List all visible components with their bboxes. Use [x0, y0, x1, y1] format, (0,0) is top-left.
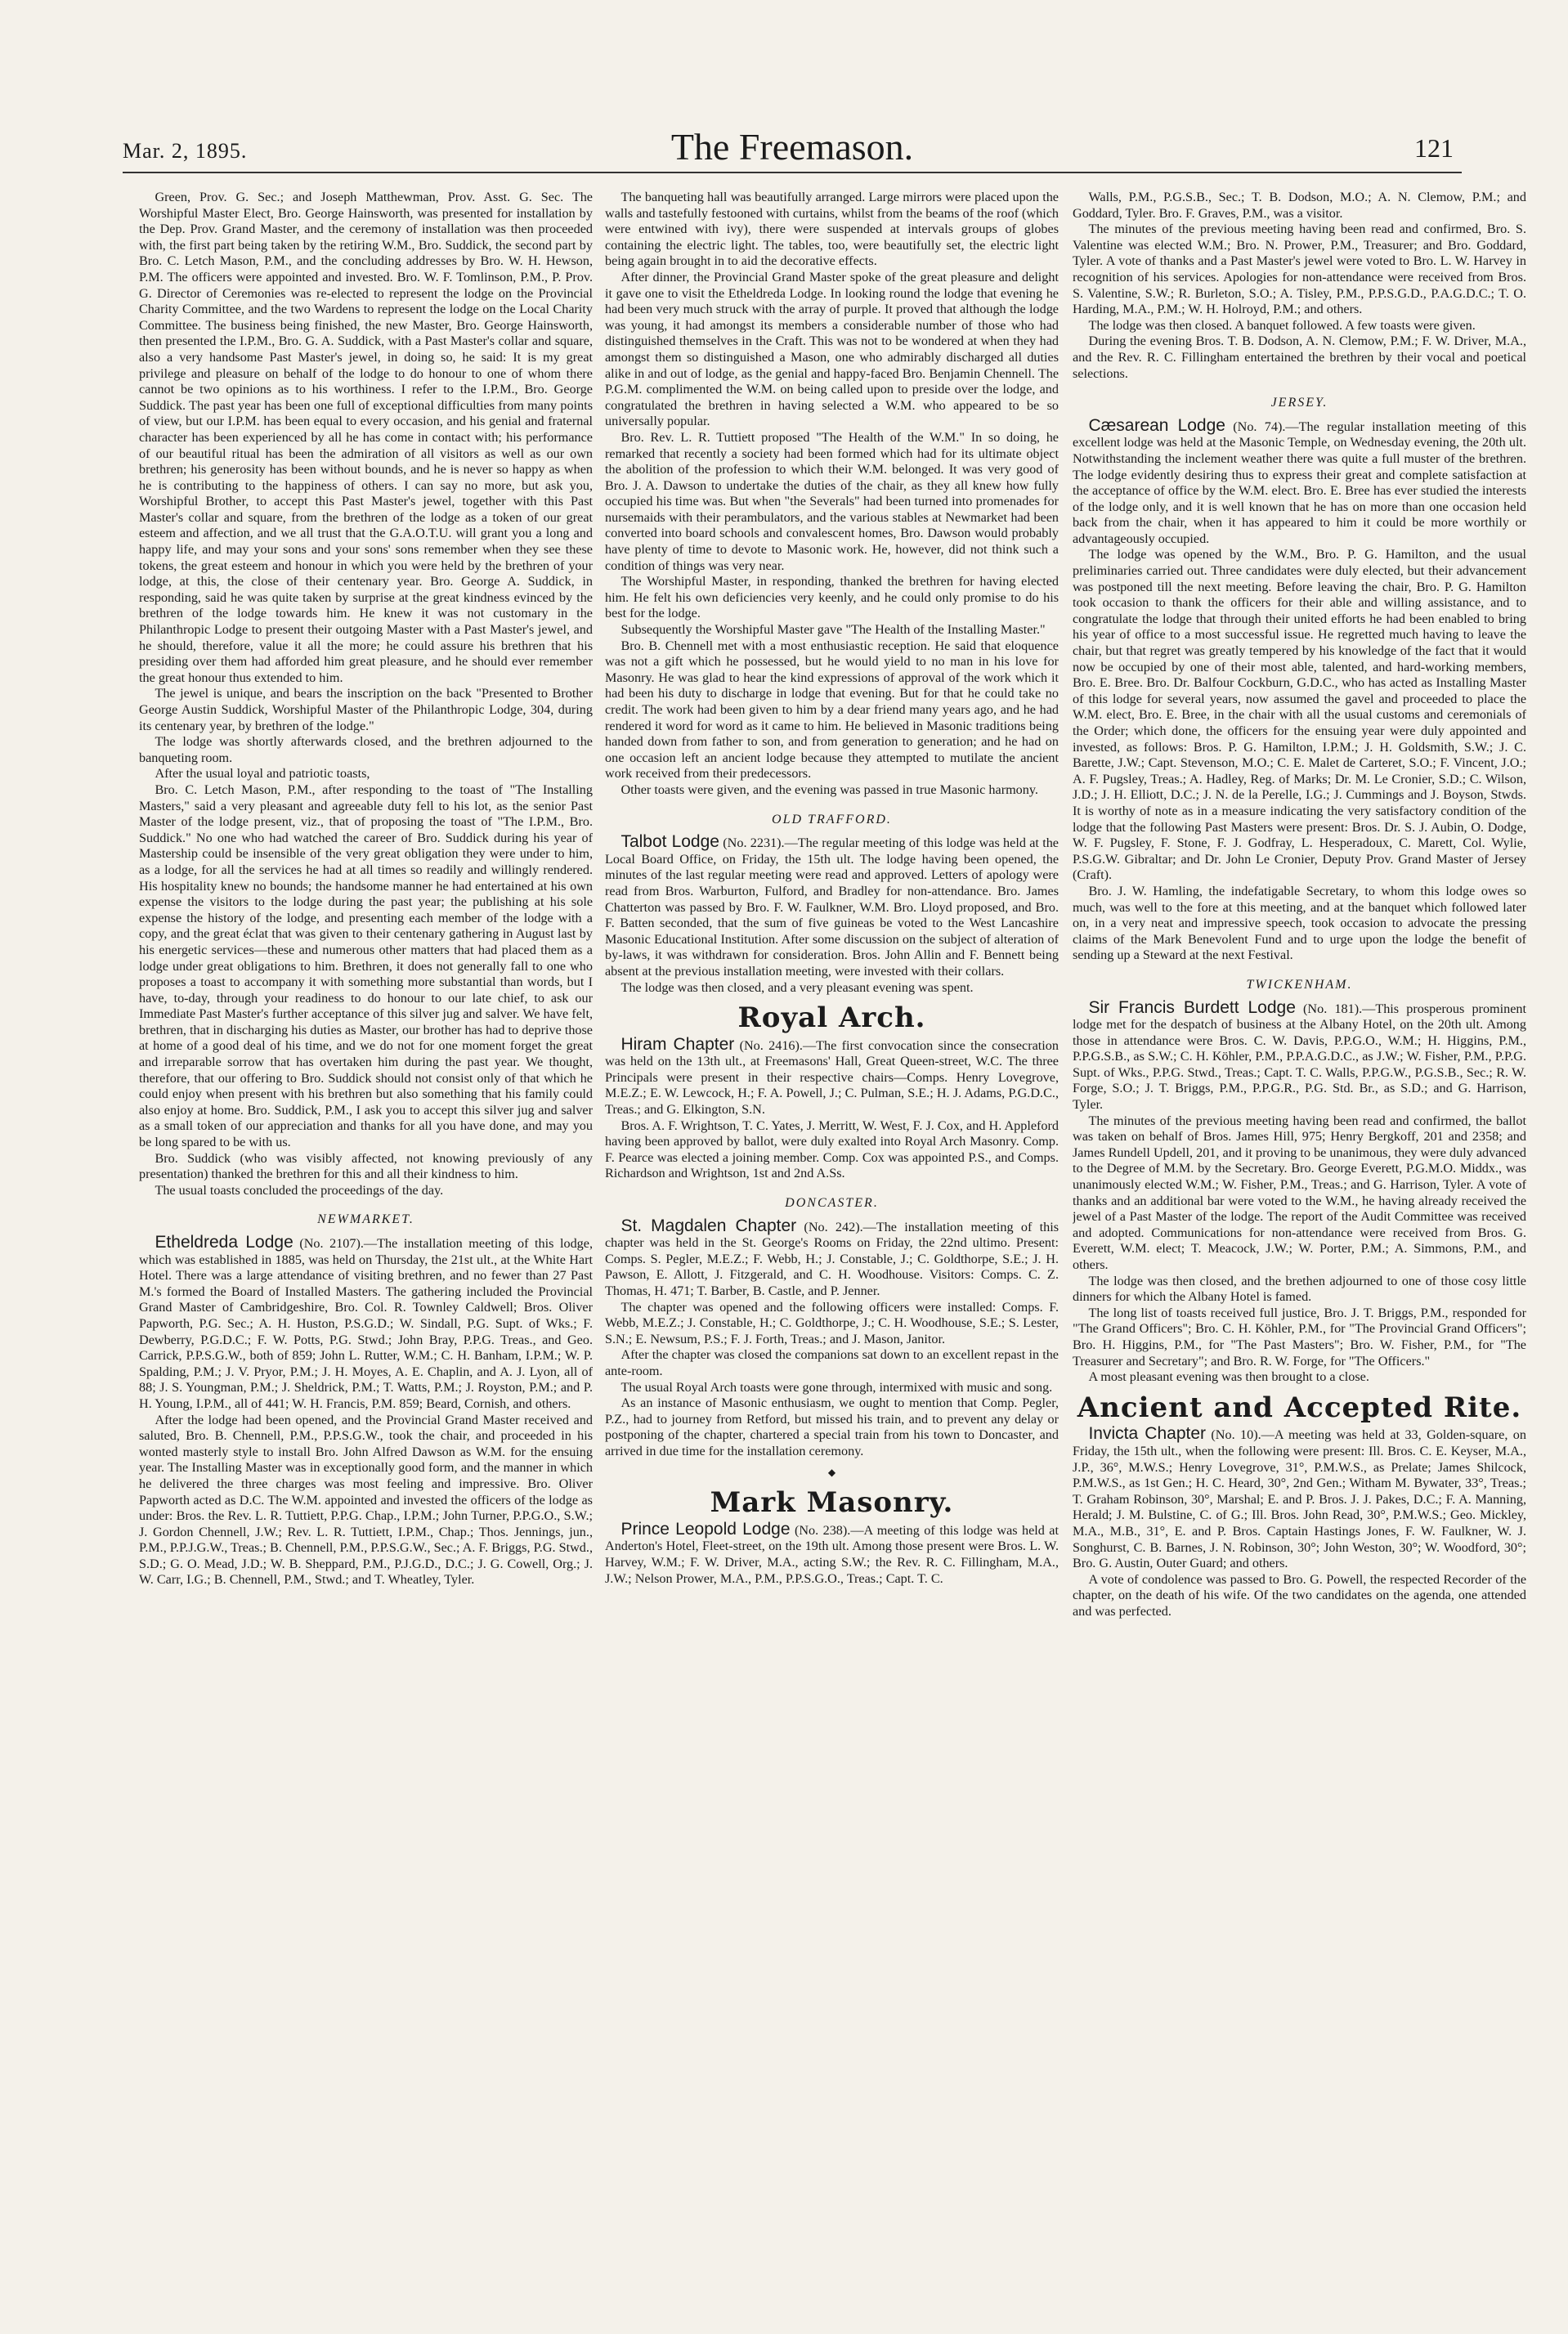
- paragraph: As an instance of Masonic enthusiasm, we ought to mention that Comp. Pegler, P.Z., had to journey from Retford, but missed his train, and to prevent any delay or postponing of the chapter, chartered a special train from his town to Doncaster, and arrived in due time for the installation ceremony.: [605, 1395, 1059, 1458]
- lodge-heading: Invicta Chapter: [1088, 1424, 1207, 1444]
- lodge-report-text: (No. 2416).—The first convocation since the consecration was held on the 13th ult., at Freemasons' Hall, Great Queen-street, W.C. The three Principals were present in their respective chairs—Comps. Henry Lovegrove, M.E.Z.; E. W. Lewcock, H.; F. A. Powell, J.; C. Pulman, S.E.; H. J. Adams, P.G.D.C., Treas.; and G. Elkington, S.N.: [605, 1037, 1059, 1118]
- lodge-report: [1073, 997, 1526, 1113]
- issue-date: Mar. 2, 1895.: [123, 139, 248, 163]
- paragraph: After the usual loyal and patriotic toasts,: [155, 766, 370, 782]
- masthead: [123, 114, 1462, 173]
- page-number: 121: [1414, 133, 1454, 163]
- ornament-divider: ◆: [827, 1466, 836, 1478]
- lodge-report-text: (No. 2107).—The installation meeting of this lodge, which was established in 1885, was held on Thursday, the 21st ult., at the White Hart Hotel. There was a large attendance of visiting brethren, and no fewer than 27 Past M.'s formed the Board of Installed Masters. The gathering included the Provincial Grand Master of Cambridgeshire, Bro. Col. R. Townley Caldwell; Bros. Oliver Papworth, P.G. Sec.; A. H. Huston, P.S.G.D.; W. Sindall, P.G. Supt. of Wks.; F. Dewberry, P.G.D.C.; F. W. Potts, P.G. Stwd.; John Bray, P.P.G. Treas., and Geo. Carrick, P.P.S.G.W., both of 859; John L. Rutter, W.M.; C. H. Banham, I.P.M.; W. P. Spalding, P.M.; J. V. Pryor, P.M.; J. H. Moyes, A. E. Chaplin, and A. J. Lyon, all of 88; J. S. Youngman, P.M.; J. Sheldrick, P.M.; T. Watts, P.M.; J. Royston, P.M.; and P. H. Young, I.P.M., all of 441; W. H. Francis, P.M. 859; Beard, Cornish, and others.: [139, 1236, 593, 1411]
- section-heading-ancient-accepted-rite: Ancient and Accepted Rite.: [1077, 1391, 1522, 1424]
- paragraph: The minutes of the previous meeting having been read and confirmed, the ballot was taken on behalf of Bros. James Hill, 975; Henry Bergkoff, 201 and 2358; and James Rundell Updell, 201, and it proving to be unanimous, they were duly advanced to the Degree of M.M. by the Secretary. Bro. George Everett, P.G.M.O. Middx., was unanimously elected W.M.; W. Fisher, P.M., Treas.; and G. Harrison, Tyler. A vote of thanks and an additional bar were voted to the W.M., he having already received the jewel of a Past Master of the lodge. The report of the Audit Committee was received and adopted. Communications for non-attendance were received from Bros. G. Everett, W.M. elect; T. Meacock, J.W.; W. Porter, P.M.; A. Simmons, P.M., and others.: [1073, 1113, 1526, 1272]
- lodge-heading: Sir Francis Burdett Lodge: [1088, 997, 1296, 1017]
- lodge-report: [605, 1218, 1059, 1300]
- paragraph: Other toasts were given, and the evening was passed in true Masonic harmony.: [620, 782, 1038, 797]
- lodge-report-text: (No. 2231).—The regular meeting of this lodge was held at the Local Board Office, on Friday, the 15th ult. The lodge having been opened, the minutes of the last regular meeting were read and approved. Letters of apology were read from Bros. Warburton, Fulford, and Bradley for non-attendance. Bro. James Chatterton was passed by Bro. F. W. Faulkner, W.M. Bro. Lloyd proposed, and Bro. F. Batten seconded, that the sum of five guineas be voted to the West Lancashire Masonic Educational Institution. After some discussion on the subject of alteration of by-laws, it was withdrawn for consideration. Bros. John Allin and F. Bennett being absent at the previous installation meeting, were invested with their collars.: [605, 835, 1059, 979]
- paragraph: Green, Prov. G. Sec.; and Joseph Matthewman, Prov. Asst. G. Sec. The Worshipful Master Elect, Bro. George Hainsworth, was presented for installation by the Dep. Prov. Grand Master, and the ceremony of installation was then proceeded with, the first part being taken by the retiring W.M., Bro. Suddick, the second part by Bro. C. Letch Mason, P.M., and the concluding addresses by Bro. W. H. Hewson, P.M. The officers were appointed and invested. Bro. W. F. Tomlinson, P.M., P. Prov. G. Director of Ceremonies was re-elected to represent the lodge on the Provincial Charity Committee, and the two Wardens to represent the lodge on the Local Charity Committee. The business being finished, the new Master, Bro. George Hainsworth, then presented the I.P.M., Bro. G. A. Suddick, with a Past Master's collar and square, also a very handsome Past Master's jewel, in doing so, he said: It is my great privilege and pleasure on behalf of the lodge to do honour to one of whom there cannot be two opinions as to his worthiness. I refer to the I.P.M., Bro. George Suddick. The past year has been one full of exceptional difficulties from many points of view, but our I.P.M. has been equal to every occasion, and his genial and fraternal character has been experienced by all he has come in contact with; his performance of our beautiful ritual has been the admiration of all visitors as well as our own brethren; his generosity has been without bounds, and he is never so happy as when he is contributing to the happiness of others. I can say no more, but ask you, Worshipful Brother, to accept this Past Master's jewel, together with this Past Master's collar and square, from the brethren of the lodge as a token of our great esteem and affection, and we all trust that the G.A.O.T.U. will grant you a long and happy life, and may your sons and your sons' sons remember when they see these tokens, the great esteem and honour in which you were held by the brethren of your lodge, at this, the close of their centenary year. Bro. George A. Suddick, in responding, said he was quite taken by surprise at the great kindness evinced by the brethren of the lodge towards him. He knew it was not customary in the Philanthropic Lodge to present their outgoing Master with a Past Master's jewel, and he should, therefore, value it all the more; he could assure his brethren that his presiding over them had afforded him great pleasure, and he should ever remember the great honour thus extended to him.: [139, 190, 593, 685]
- lodge-report: [1073, 1426, 1526, 1571]
- lodge-report: [605, 834, 1059, 979]
- paragraph: After the lodge had been opened, and the Provincial Grand Master received and saluted, Bro. B. Chennell, P.M., P.P.S.G.W., took the chair, and proceeded in his wonted masterly style to install Bro. John Alfred Dawson as W.M. for the ensuing year. The Installing Master was in exceptionally good form, and the manner in which he delivered the three charges was most feeling and impressive. Bro. Oliver Papworth acted as D.C. The W.M. appointed and invested the officers of the lodge as under: Bros. the Rev. L. R. Tuttiett, P.P.G. Chap., I.P.M.; John Turner, P.P.G.O., S.W.; J. Gordon Chennell, J.W.; Rev. L. R. Tuttiett, I.P.M., Chap.; Thos. Jennings, jun., P.M., P.P.J.G.W., Treas.; B. Chennell, P.M., P.P.S.G.W., Sec.; A. F. Briggs, P.G. Stwd., S.D.; G. O. Mead, J.D.; W. B. Sheppard, P.M., P.J.G.D., D.C.; J. G. Cowell, Org.; J. W. Carr, I.G.; B. Chennell, P.M., Stwd.; and T. Wheatley, Tyler.: [139, 1412, 593, 1588]
- paragraph: The long list of toasts received full justice, Bro. J. T. Briggs, P.M., responded for "The Grand Officers"; Bro. C. H. Köhler, P.M., for "The Provincial Grand Officers"; Bro. H. Higgins, P.M., for "The Past Masters"; Bro. W. Fisher, P.M., for "The Treasurer and Secretary"; and Bro. R. W. Forge, for "The Officers.": [1073, 1305, 1526, 1369]
- subheading-jersey: JERSEY.: [1270, 396, 1328, 410]
- paragraph: The usual toasts concluded the proceedings of the day.: [155, 1182, 444, 1198]
- column-1: [139, 190, 593, 2299]
- lodge-report: [605, 1521, 1059, 1587]
- paragraph: Bros. A. F. Wrightson, T. C. Yates, J. Merritt, W. West, F. J. Cox, and H. Appleford having been approved by ballot, were duly exalted into Royal Arch Masonry. Comp. F. Pearce was elected a joining member. Comp. Cox was appointed P.S., and Comps. Richardson and Wrightson, 1st and 2nd A.Ss.: [605, 1118, 1059, 1181]
- section-heading-mark-masonry: Mark Masonry.: [710, 1486, 954, 1520]
- paragraph: A most pleasant evening was then brought to a close.: [1088, 1369, 1369, 1385]
- lodge-report-text: (No. 74).—The regular installation meeting of this excellent lodge was held at the Masonic Temple, on Wednesday evening, the 20th ult. Notwithstanding the inclement weather there was quite a full muster of the brethren. The lodge evidently desiring thus to express their great and complete satisfaction at the acceptance of office by the W.M. elect. Bro. E. Bree has ever studied the interests of the lodge only, and it is well known that he has on more than one occasion held back from the chair, when it has appeared to him it could be more worthily or advantageously occupied.: [1073, 419, 1526, 546]
- paragraph: A vote of condolence was passed to Bro. G. Powell, the respected Recorder of the chapter, on the death of his wife. Of the two candidates on the agenda, one attended and was perfected.: [1073, 1571, 1526, 1619]
- subheading-twickenham: TWICKENHAM.: [1246, 977, 1353, 992]
- paragraph: During the evening Bros. T. B. Dodson, A. N. Clemow, P.M.; F. W. Driver, M.A., and the Rev. R. C. Fillingham entertained the brethren by their vocal and poetical selections.: [1073, 334, 1526, 381]
- lodge-report-text: (No. 242).—The installation meeting of this chapter was held in the St. George's Rooms on Friday, the 22nd ultimo. Present: Comps. S. Pegler, M.E.Z.; F. Webb, H.; J. Constable, J.; C. Goldthorpe, S.E.; J. H. Pawson, E. Allott, J. Fitzgerald, and C. H. Woodhouse. Visitors: Comps. C. Z. Thomas, H. 471; T. Barber, B. Castle, and P. Jenner.: [605, 1219, 1059, 1298]
- paragraph: The lodge was then closed. A banquet followed. A few toasts were given.: [1088, 317, 1476, 333]
- paragraph: After dinner, the Provincial Grand Master spoke of the great pleasure and delight it gave one to visit the Etheldreda Lodge. In looking round the lodge that evening he had been very much struck with the array of purple. It proved that although the lodge was young, it had amongst its members a considerable number of those who had distinguished themselves in the Craft. This was not to be wondered at when they had amongst them so distinguished a Mason, one who admirably discharged all duties alike in and out of lodge, as the genial and happy-faced Bro. Benjamin Chennell. The P.G.M. complimented the W.M. on being called upon to preside over the lodge, and congratulated the brethren in having selected a W.M. who appeared to be so universally popular.: [605, 269, 1059, 429]
- paragraph: The lodge was opened by the W.M., Bro. P. G. Hamilton, and the usual preliminaries carried out. Three candidates were duly elected, but their advancement was postponed till the next meeting. Before leaving the chair, Bro. P. G. Hamilton took occasion to thank the officers for their able and willing assistance, and to congratulate the lodge that through their united efforts he had been enabled to bring his year of office to a most successful issue. He regretted much having to leave the chair, but that regret was greatly tempered by his knowledge of the fact that it would now be occupied by one of their most able, talented, and hard-working members, Bro. E. Bree. Bro. Dr. Balfour Cockburn, G.D.C., who has acted as Installing Master of this lodge for several years, now assumed the gavel and proceeded to place the W.M. elect, Bro. E. Bree, in the chair with all the usual customs and ceremonials of the Order; which done, the officers for the ensuing year were duly appointed and invested, as follows: Bros. P. G. Hamilton, I.P.M.; J. H. Goldsmith, S.W.; J. C. Barette, J.W.; Capt. Stevenson, M.O.; C. E. Malet de Carteret, S.O.; F. Vincent, J.O.; A. F. Pugsley, Treas.; A. Hadley, Reg. of Marks; Dr. M. Le Cronier, S.D.; C. Wilson, J.D.; J. H. Elliott, D.C.; J. N. de la Perelle, I.G.; J. Cummings and J. Boyson, Stwds. It is worthy of note as in a measure indicating the very satisfactory condition of the lodge that the following Past Masters were present: Bros. Dr. S. J. Aubin, O. Dodge, W. F. Pugsley, F. Stone, F. J. Godfray, L. Hesperadoux, C. Marett, Col. Wylie, P.S.G.W. Gibraltar; and Dr. John Le Cronier, Deputy Prov. Grand Master of Jersey (Craft).: [1073, 547, 1526, 883]
- lodge-heading: Etheldreda Lodge: [155, 1233, 293, 1252]
- paragraph: The Worshipful Master, in responding, thanked the brethren for having elected him. He felt his own deficiencies very keenly, and he could only promise to do his best for the lodge.: [605, 574, 1059, 621]
- subheading-newmarket: NEWMARKET.: [317, 1212, 414, 1227]
- lodge-heading: Talbot Lodge: [620, 832, 719, 852]
- paragraph: Bro. C. Letch Mason, P.M., after responding to the toast of "The Installing Masters," said a very pleasant and agreeable duty fell to his lot, as the senior Past Master of the lodge present, viz., that of proposing the toast of "The I.P.M., Bro. Suddick." No one who had watched the career of Bro. Suddick during his year of Mastership could be insensible of the very great obligation they were under to him, as a lodge, for all the services he had at all times so readily and willingly rendered. His hospitality knew no bounds; the handsome manner he had entertained at his own expense the visitors to the lodge during the past year; the publishing at his sole expense the history of the lodge, and presenting each member of the lodge with a copy, and the great éclat that was given to their centenary gathering in August last by his energetic services—these and numerous other matters that had placed them as a lodge under great obligations to him. Brethren, it does not generally fall to one who proposes a toast to accompany it with something more substantial than words, but I have, to-day, through your readiness to do honour to our late chief, to ask our Immediate Past Master's further acceptance of this silver jug and salver. We have felt, brethren, that in discharging his duties as Master, our brother has had to deprive those at home of a good deal of his time, and we do not for one moment forget the great and irreparable sorrow that has overtaken him during the past year. We thought, therefore, that our offering to Bro. Suddick should not consist only of that which he could enjoy when present with his brethren but also something that his family could also enjoy at home. Bro. Suddick, P.M., I ask you to accept this silver jug and salver as a small token of our appreciation and thanks for all you have done, and may you be long spared to be with us.: [139, 782, 593, 1150]
- paragraph: The banqueting hall was beautifully arranged. Large mirrors were placed upon the walls and tastefully festooned with curtains, whilst from the beams of the roof (which were entwined with ivy), there were suspended at intervals groups of globes containing the electric light. The tables, too, were beautifully set, the electric light being again brought in to aid the decorative effects.: [605, 190, 1059, 269]
- section-heading-royal-arch: Royal Arch.: [737, 1001, 926, 1035]
- lodge-report: [605, 1034, 1059, 1118]
- paragraph: Bro. J. W. Hamling, the indefatigable Secretary, to whom this lodge owes so much, was well to the fore at this meeting, and at the banquet which followed later on, in a very neat and impressive speech, took occasion to advocate the pressing claims of the Mark Benevolent Fund and to urge upon the lodge the benefit of sending up a Steward at the next Festival.: [1073, 883, 1526, 963]
- paragraph: The jewel is unique, and bears the inscription on the back "Presented to Brother George Austin Suddick, Worshipful Master of the Philanthropic Lodge, 304, during its centenary year, by brethren of the lodge.": [139, 686, 593, 733]
- newspaper-title: The Freemason.: [670, 126, 914, 168]
- lodge-report: [1073, 415, 1526, 548]
- subheading-old-trafford: OLD TRAFFORD.: [772, 812, 892, 827]
- paragraph: Walls, P.M., P.G.S.B., Sec.; T. B. Dodson, M.O.; A. N. Clemow, P.M.; and Goddard, Tyler. Bro. F. Graves, P.M., was a visitor.: [1073, 190, 1526, 221]
- paragraph: The usual Royal Arch toasts were gone through, intermixed with music and song.: [620, 1379, 1053, 1395]
- lodge-heading: Cæsarean Lodge: [1088, 415, 1225, 435]
- paragraph: The chapter was opened and the following officers were installed: Comps. F. Webb, M.E.Z.; J. Constable, H.; C. Goldthorpe, J.; C. H. Woodhouse, S.E.; S. Lester, S.N.; E. Newsum, P.S.; F. J. Forth, Treas.; and J. Mason, Janitor.: [605, 1299, 1059, 1346]
- paragraph: After the chapter was closed the companions sat down to an excellent repast in the ante-room.: [605, 1347, 1059, 1378]
- paragraph: The lodge was then closed, and the brethen adjourned to one of those cosy little dinners for which the Albany Hotel is famed.: [1073, 1273, 1526, 1305]
- lodge-heading: St. Magdalen Chapter: [620, 1216, 797, 1235]
- lodge-report: [139, 1234, 593, 1413]
- lodge-heading: Hiram Chapter: [620, 1034, 735, 1054]
- column-3: [1073, 190, 1526, 2070]
- paragraph: Bro. Rev. L. R. Tuttiett proposed "The Health of the W.M." In so doing, he remarked that recently a society had been formed which had for its ultimate object the abolition of the profession to which their W.M. belonged. It was very good of Bro. J. A. Dawson to undertake the duties of the chair, as they all knew how fully occupied his time was. But when "the Severals" had been turned into promenades for nursemaids with their perambulators, and the various stables at Newmarket had been converted into board schools and convalescent homes, Bro. Dawson would probably have plenty of time to devote to Masonic work. He, however, did not think such a condition of things was very near.: [605, 429, 1059, 573]
- lodge-heading: Prince Leopold Lodge: [620, 1519, 791, 1539]
- paragraph: The minutes of the previous meeting having been read and confirmed, Bro. S. Valentine was elected W.M.; Bro. N. Prower, P.M., Treasurer; and Bro. Goddard, Tyler. A vote of thanks and a Past Master's jewel were voted to Bro. L. W. Harvey in recognition of his services. Apologies for non-attendance were received from Bros. S. Valentine, S.W.; R. Burleton, S.O.; A. Tisley, P.M., P.P.S.G.D., P.A.G.D.C.; T. O. Harding, M.A., P.M.; W. H. Holroyd, P.M.; and others.: [1073, 222, 1526, 317]
- lodge-report-text: (No. 238).—A meeting of this lodge was held at Anderton's Hotel, Fleet-street, on the 19th ult. Among those present were Bros. L. W. Harvey, W.M.; F. W. Driver, M.A., acting S.W.; the Rev. R. C. Fillingham, M.A., J.W.; Nelson Prower, M.A., P.M., P.P.S.G.O., Treas.; Capt. T. C.: [605, 1522, 1059, 1586]
- paragraph: Bro. B. Chennell met with a most enthusiastic reception. He said that eloquence was not a gift which he possessed, but he would yield to no man in his love for Masonry. He was glad to hear the kind expressions of approval of the work which it had been his duty to discharge in lodge that evening. But for that he could take no credit. The work had been given to him by a dear friend many years ago, and he had rendered it word for word as it came to him. He believed in Masonic traditions being handed down from father to son, and from generation to generation; and he had on one occasion left an ancient lodge because they attempted to mutilate the ancient work received from their predecessors.: [605, 638, 1059, 782]
- lodge-report-text: (No. 181).—This prosperous prominent lodge met for the despatch of business at the Albany Hotel, on the 20th ult. Among those in attendance were Bros. C. W. Davis, P.P.G.O., W.M.; H. Higgins, P.M., P.P.G.S.B., as S.W.; C. H. Köhler, P.M., P.P.A.G.D.C., as J.W.; W. Fisher, P.M., P.P.G. Supt. of Wks., P.P.G. Stwd., Treas.; Capt. T. C. Walls, P.P.G.W., P.G.S.B., Sec.; R. W. Forge, S.O.; J. T. Briggs, P.M., P.P.G.R., P.G. Std. Br., as S.D.; and G. Harrison, Tyler.: [1073, 1001, 1526, 1113]
- paragraph: The lodge was then closed, and a very pleasant evening was spent.: [620, 979, 974, 995]
- subheading-doncaster: DONCASTER.: [785, 1196, 879, 1211]
- paragraph: Subsequently the Worshipful Master gave "The Health of the Installing Master.": [620, 622, 1046, 638]
- paragraph: The lodge was shortly afterwards closed, and the brethren adjourned to the banqueting room.: [139, 734, 593, 765]
- lodge-report-text: (No. 10).—A meeting was held at 33, Golden-square, on Friday, the 15th ult., when the following were present: Ill. Bros. C. E. Keyser, M.A., J.P., 36°, M.W.S.; Henry Lovegrove, 31°, P.M.W.S., as Prelate; James Shilcock, P.M.W.S., as 1st Gen.; H. C. Heard, 30°, 2nd Gen.; Witham M. Bywater, 33°, Treas.; T. Graham Robinson, 30°, Marshal; E. and P. Bros. J. J. Pakes, D.C.; F. A. Manning, Herald; J. M. Bulstine, C. of G.; Ill. Bros. John Read, 30°, P.M.W.S.; Geo. Mickley, M.A., M.B., 31°, E. and P. Bros. Captain Hastings Jones, F. W. Faulkner, W. J. Songhurst, C. B. Barnes, J. N. Robinson, 30°; John Weston, 30°; W. Woodford, 30°; Bro. G. Austin, Outer Guard; and others.: [1073, 1427, 1526, 1571]
- column-2: [605, 190, 1059, 2250]
- paragraph: Bro. Suddick (who was visibly affected, not knowing previously of any presentation) thanked the brethren for this and all their kindness to him.: [139, 1150, 593, 1182]
